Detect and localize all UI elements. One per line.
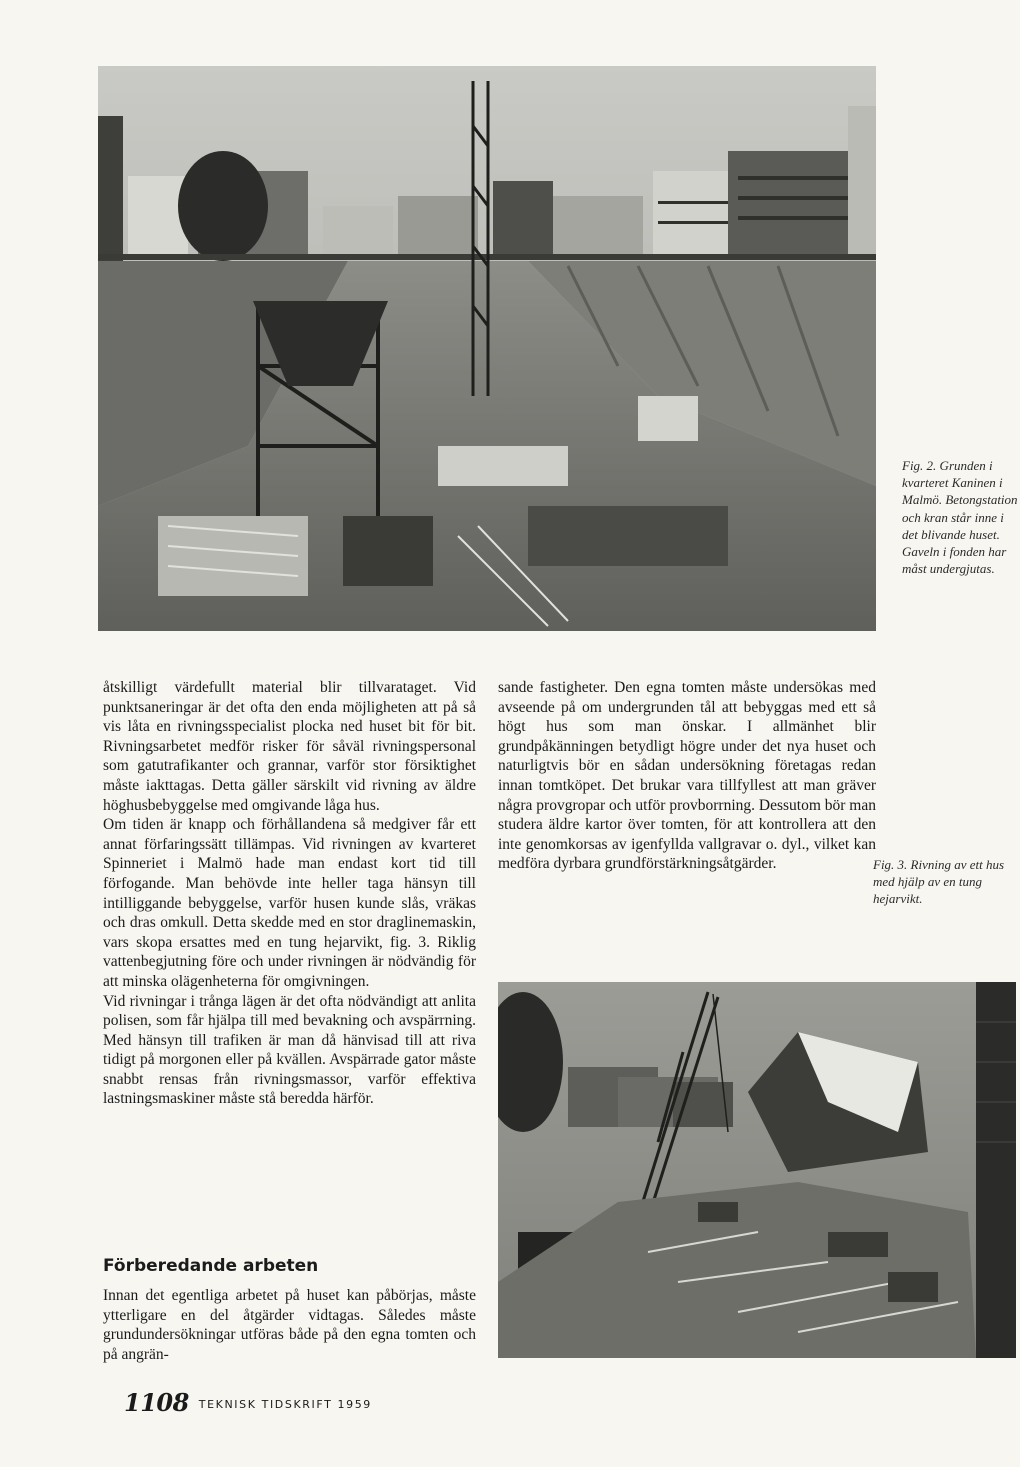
left-column: [103, 678, 476, 1109]
right-column: [498, 678, 876, 874]
right-paragraph-1: sande fastigheter. Den egna tomten måste undersökas med avseende på om undergrunden tål att bebyggas med ett så högt hus som man önskar. I allmänhet blir grundpåkänningen betydligt högre under det nya huset och naturligtvis bör en sådan undersökning företagas redan innan tomtköpet. Det brukar vara tillfyllest att man gräver några provgropar och utför provborrning. Dessutom bör man studera äldre kartor över tomten, för att kontrollera att den inte genomkorsas av igenfyllda vallgravar o. dyl., vilket kan medföra dyrbara grundförstärkningsåtgärder.: [498, 679, 876, 873]
figure-2-caption: Fig. 2. Grunden i kvarteret Kaninen i Malmö. Betongstation och kran står inne i det blivande huset. Gaveln i fonden har måst undergjutas.: [902, 458, 1018, 577]
left-column-section: [103, 1286, 476, 1364]
page-number: 1108: [124, 1388, 189, 1417]
section-heading: Förberedande arbeten: [103, 1256, 319, 1276]
section-paragraph: Innan det egentliga arbetet på huset kan påbörjas, måste ytterligare en del åtgärder vidtagas. Således måste grundundersökningar utföras både på den egna tomten och på angrän-: [103, 1287, 476, 1363]
page-footer: [124, 1388, 372, 1417]
left-paragraph-2: Om tiden är knapp och förhållandena så medgiver får ett annat förfaringssätt tillämpas. Vid rivningen av kvarteret Spinneriet i Malmö hade man endast kort tid till förfogande. Man behövde inte heller taga hänsyn till intilliggande bebyggelse, varför husen kunde slås, vräkas och dras omkull. Detta skedde med en stor draglinemaskin, vars skopa ersattes med en tung hejarvikt, fig. 3. Riklig vattenbegjutning före och under rivningen är nödvändig för att minska olägenheterna för omgivningen.: [103, 816, 476, 990]
construction-site-illustration: [98, 66, 876, 631]
demolition-illustration: [498, 982, 1016, 1358]
journal-name: TEKNISK TIDSKRIFT 1959: [198, 1398, 372, 1411]
left-paragraph-1: åtskilligt värdefullt material blir tillvarataget. Vid punktsaneringar är det ofta den enda möjligheten att på så vis låta en rivningsspecialist plocka ned huset bit för bit. Rivningsarbetet medför risker för såväl rivningspersonal som gatutrafikanter och grannar, varför stor försiktighet måste iakttagas. Detta gäller särskilt vid rivning av äldre höghusbebyggelse med omgivande låga hus.: [103, 679, 476, 814]
left-paragraph-3: Vid rivningar i trånga lägen är det ofta nödvändigt att anlita polisen, som får hjälpa till med bevakning och avspärrning. Med hänsyn till trafiken är man då hänvisad till att riva tidigt på morgonen eller på kvällen. Avspärrade gator måste snabbt rensas från rivningsmassor, varför effektiva lastningsmaskiner måste stå beredda härför.: [103, 992, 476, 1108]
figure-2-construction-site-photo: [98, 66, 876, 631]
figure-3-demolition-photo: [498, 982, 1016, 1358]
figure-3-caption: Fig. 3. Rivning av ett hus med hjälp av en tung hejarvikt.: [873, 857, 1005, 907]
